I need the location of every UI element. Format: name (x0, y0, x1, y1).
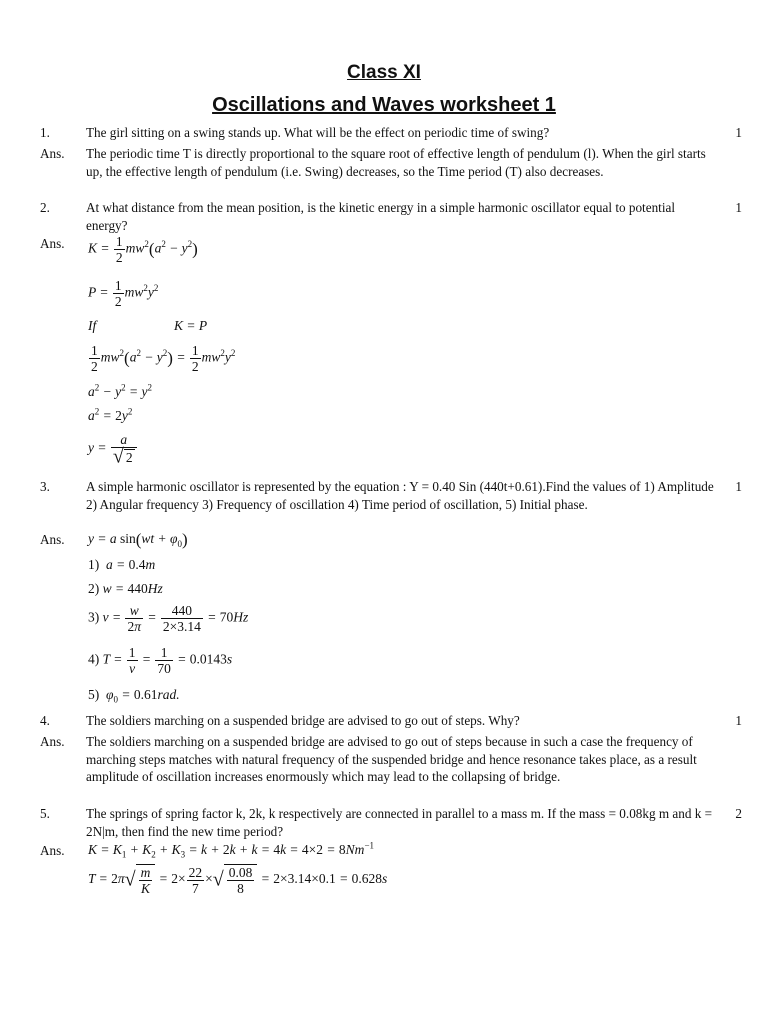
step-number: 2) (88, 581, 100, 596)
simplified-equation-2: $a^2 = 2y^2$ (88, 406, 133, 423)
energy-equality-equation: $\frac{1}{2}$ $mw^2(a^2 - y^2)$ = $\frac{1}{2}$ $mw^2y^2$ (91, 343, 236, 374)
question-marks: 1 (735, 713, 742, 728)
effective-spring-constant-equation: $K = K_1 + K_2 + K_3 = k + 2k + k = 4k = 4\times 2 = 8Nm^{-1}$ (88, 840, 375, 860)
new-time-period-equation: T = 2π√ $\frac{m}{K}$ = 2× $\frac{22}{7}$ ×√ $\frac{0.08}{8}$ = 2×3.14×0.1 = 0.628s (88, 864, 388, 896)
class-title: Class XI (347, 62, 421, 83)
worksheet-title: Oscillations and Waves worksheet 1 (212, 94, 556, 116)
result-equation: y = $\frac{a}{√ 2}$ (88, 432, 138, 465)
frequency-step: 3) ν = $\frac{w}{2\pi}$ = $\frac{440}{2\times 3.14}$ = 70Hz (88, 603, 249, 634)
potential-energy-equation: P = $\frac{1}{2}$ $mw^2y^2$ (88, 278, 159, 309)
question-number: 5. (40, 806, 50, 821)
shm-general-equation: y = a $\sin(wt + \varphi_0)$ (88, 530, 188, 549)
question-text: The soldiers marching on a suspended bridge are advised to go out of steps. Why? (86, 713, 520, 728)
step-number: 3) (88, 609, 100, 625)
simplified-equation-1: $a^2 - y^2 = y^2$ (88, 382, 152, 399)
question-text: The girl sitting on a swing stands up. What will be the effect on periodic time of swing? (86, 125, 550, 140)
step-number: 4) (88, 651, 100, 667)
question-number: 4. (40, 713, 50, 728)
answer-label: Ans. (40, 734, 65, 749)
question-number: 2. (40, 200, 50, 215)
answer-label: Ans. (40, 843, 65, 858)
initial-phase-step: 5) $\varphi_0 = 0.61rad$. (88, 687, 180, 705)
step-number: 5) (88, 687, 100, 702)
time-period-step: 4) T = $\frac{1}{\nu}$ = $\frac{1}{70}$ = 0.0143s (88, 645, 233, 676)
question-number: 1. (40, 125, 50, 140)
question-marks: 1 (735, 479, 742, 494)
kinetic-energy-equation: K = $\frac{1}{2}$ $mw^2(a^2 - y^2)$ (88, 234, 198, 265)
question-text: The springs of spring factor k, 2k, k respectively are connected in parallel to a mass m. If the mass = 0.08kg m and k = 2N|m, then find the new time period? (86, 806, 713, 839)
question-marks: 1 (735, 200, 742, 215)
step-number: 1) (88, 557, 100, 572)
answer-label: Ans. (40, 532, 65, 547)
answer-label: Ans. (40, 236, 65, 251)
angular-frequency-step: 2) w = 440Hz (88, 581, 163, 596)
question-number: 3. (40, 479, 50, 494)
answer-label: Ans. (40, 146, 65, 161)
if-condition: K = P (174, 318, 208, 333)
answer-text: The soldiers marching on a suspended bridge are advised to go out of steps because in such a case the frequency of marching steps matches with natural frequency of the suspended bridge and hence resonance takes place, as a result amplitude of oscillation increases enormously which may lead to the collapsing of bridge. (86, 734, 697, 784)
question-marks: 1 (735, 125, 742, 140)
question-text: A simple harmonic oscillator is represented by the equation : Y = 0.40 Sin (440t+0.61).Find the values of 1) Amplitude 2) Angular frequency 3) Frequency of oscillation 4) Time period of oscillation, 5) Initial phase. (86, 479, 714, 512)
amplitude-step: 1) a = 0.4m (88, 557, 156, 572)
question-marks: 2 (735, 806, 742, 821)
if-word: If (88, 318, 97, 333)
question-text: At what distance from the mean position, is the kinetic energy in a simple harmonic oscillator equal to potential energy? (86, 200, 676, 233)
answer-text: The periodic time T is directly proportional to the square root of effective length of pendulum (l). When the girl starts up, the effective length of pendulum (i.e. Swing) decreases, so the Time period (T) also decreases. (86, 146, 706, 179)
